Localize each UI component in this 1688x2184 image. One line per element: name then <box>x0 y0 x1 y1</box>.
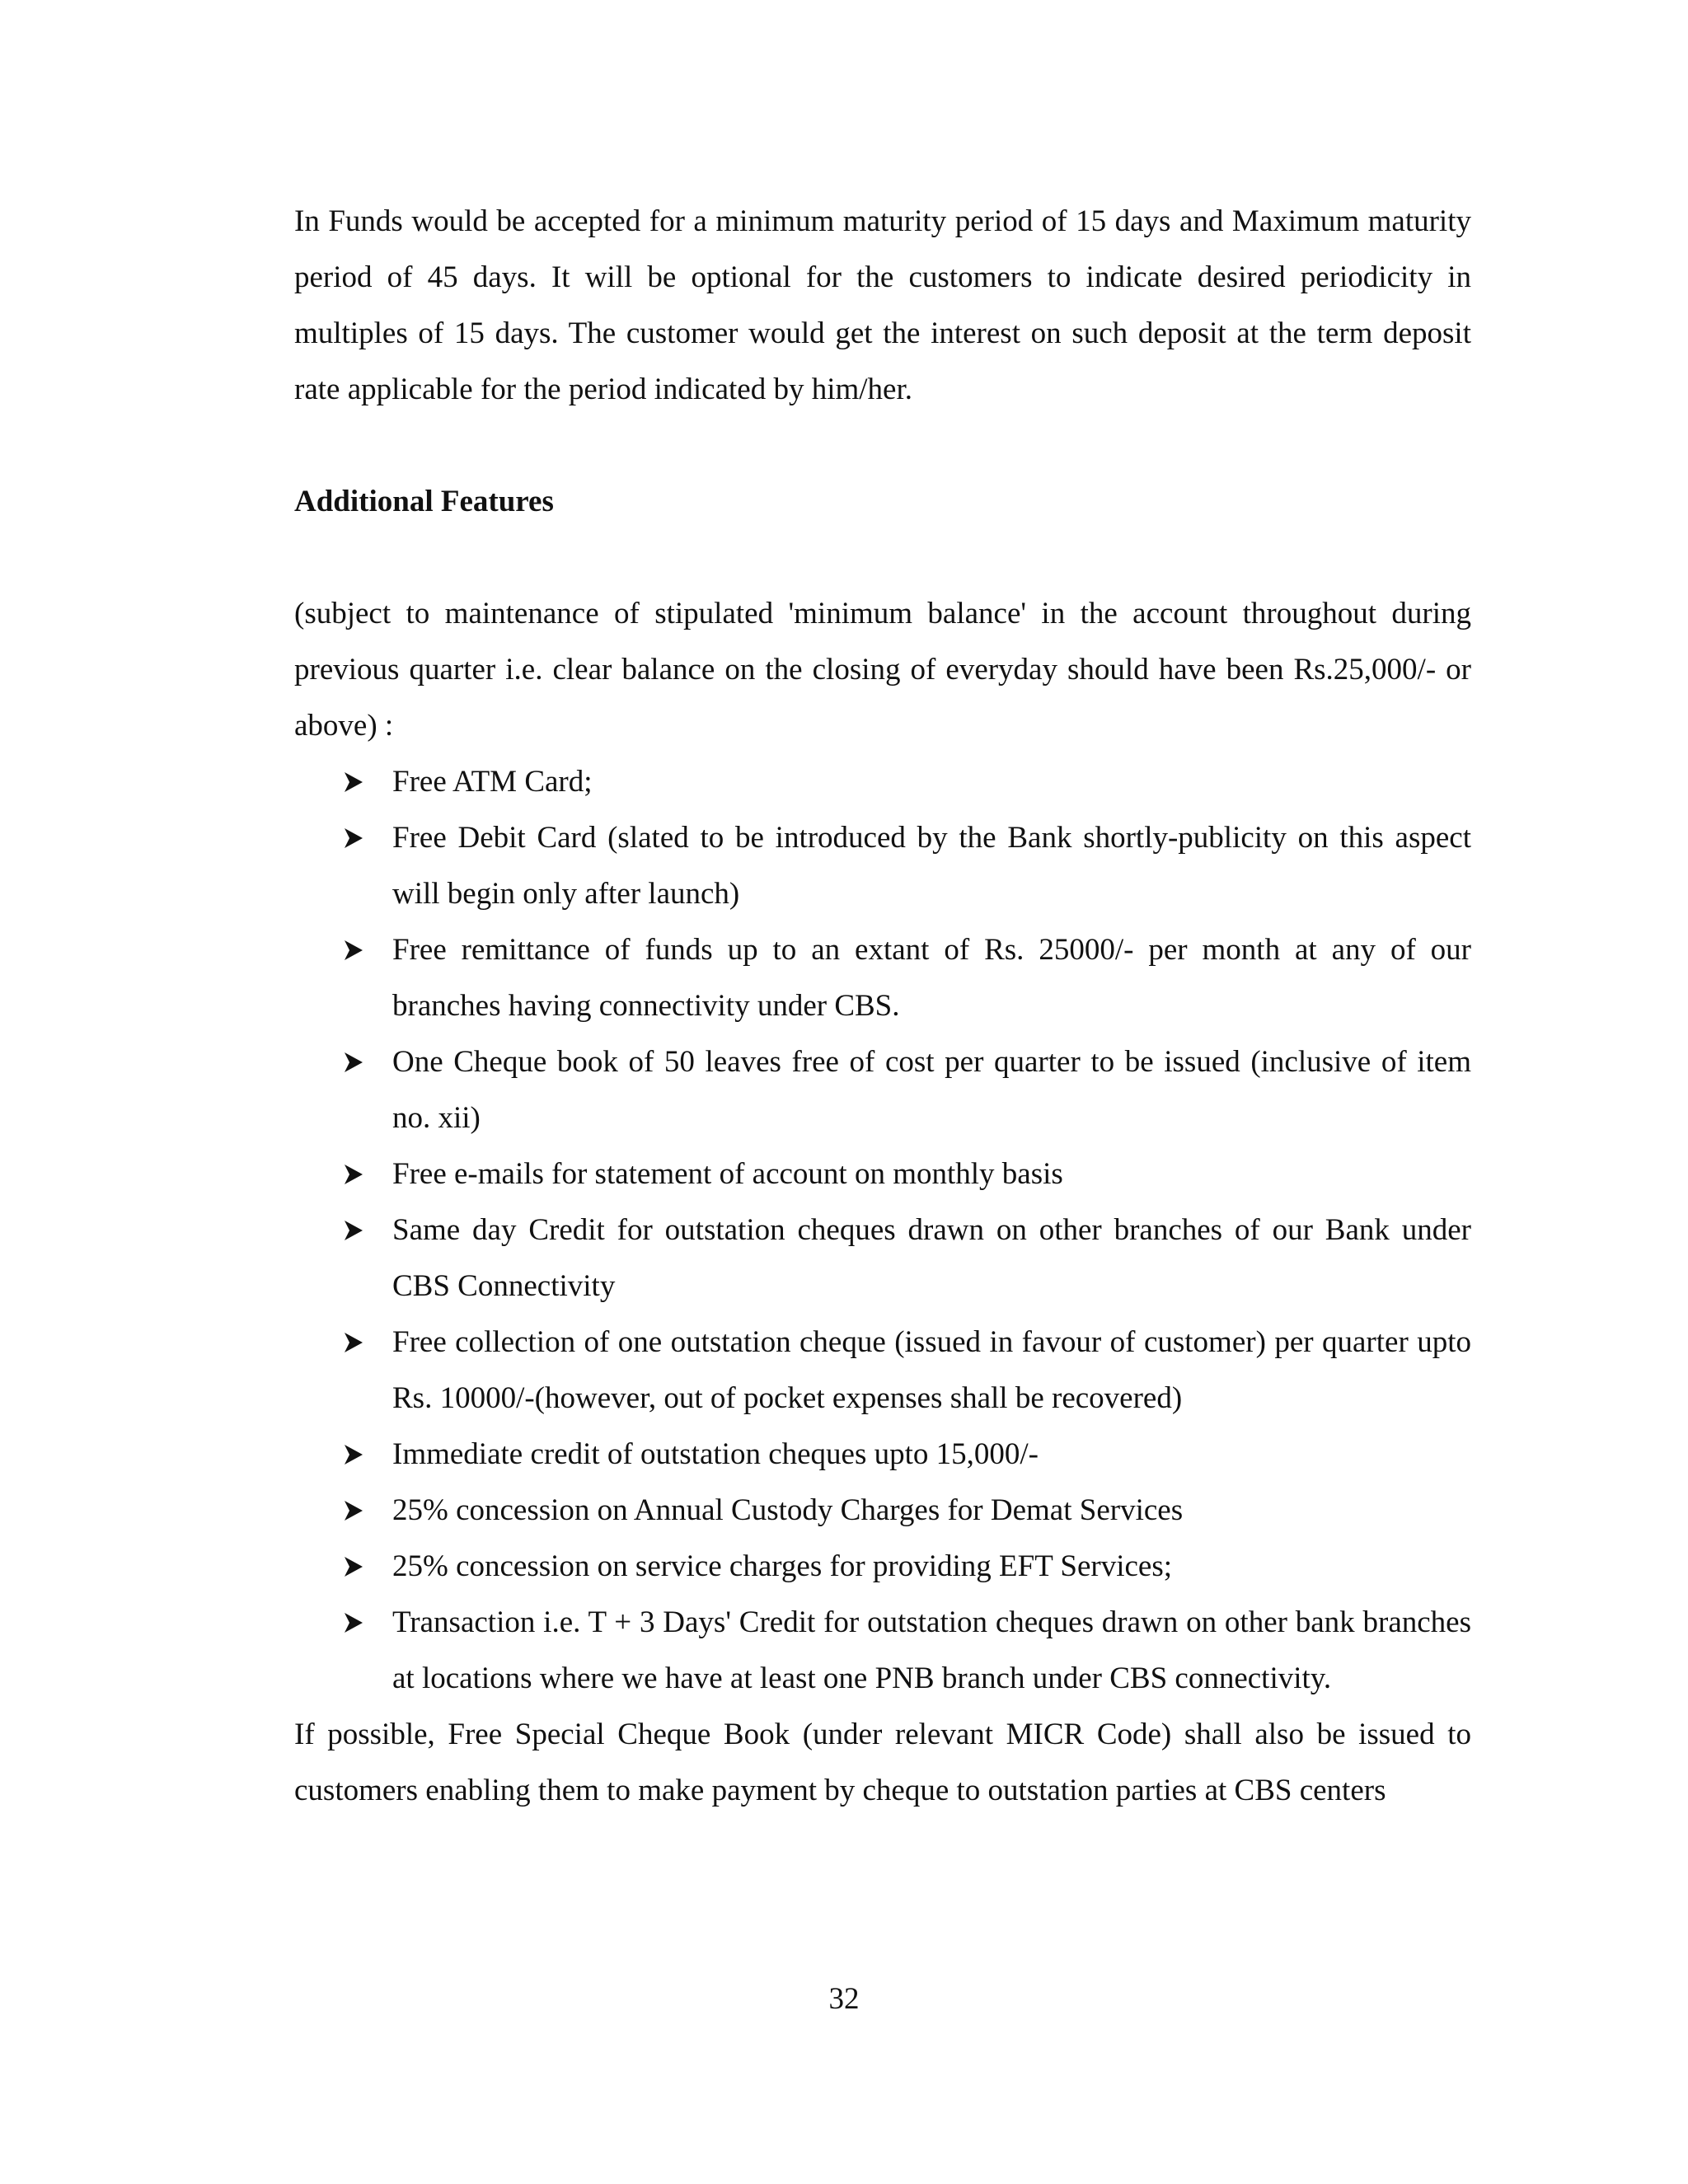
list-item <box>294 810 1471 922</box>
list-item <box>294 1034 1471 1146</box>
arrowhead-bullet-icon <box>344 922 372 978</box>
list-item-text: Free Debit Card (slated to be introduced by the Bank shortly-publicity on this aspect will begin only after launch) <box>392 821 1471 911</box>
arrowhead-bullet-icon <box>344 1315 372 1371</box>
list-item <box>294 1595 1471 1707</box>
arrowhead-bullet-icon <box>344 1539 372 1595</box>
arrowhead-bullet-icon <box>344 1034 372 1090</box>
list-item-text: Free ATM Card; <box>392 765 593 799</box>
arrowhead-bullet-icon <box>344 810 372 866</box>
arrowhead-bullet-icon <box>344 1483 372 1539</box>
list-item-text: Free e-mails for statement of account on monthly basis <box>392 1157 1063 1191</box>
arrowhead-bullet-icon <box>344 1595 372 1651</box>
list-item <box>294 1483 1471 1539</box>
intro-paragraph: In Funds would be accepted for a minimum maturity period of 15 days and Maximum maturity period of 45 days. It will be optional for the customers to indicate desired periodicity in multiples of 15 days. The customer would get the interest on such deposit at the term deposit rate applicable for the period indicated by him/her. <box>294 204 1471 406</box>
arrowhead-bullet-icon <box>344 1146 372 1202</box>
list-item-text: Transaction i.e. T + 3 Days' Credit for outstation cheques drawn on other bank branches at locations where we have at least one PNB branch under CBS connectivity. <box>392 1605 1471 1695</box>
list-item-text: One Cheque book of 50 leaves free of cost per quarter to be issued (inclusive of item no. xii) <box>392 1045 1471 1135</box>
list-item <box>294 754 1471 810</box>
list-item <box>294 1539 1471 1595</box>
arrowhead-bullet-icon <box>344 754 372 810</box>
page-number: 32 <box>828 1982 860 2016</box>
features-list <box>294 754 1471 1707</box>
arrowhead-bullet-icon <box>344 1427 372 1483</box>
list-item-text: Free remittance of funds up to an extant of Rs. 25000/- per month at any of our branches having connectivity under CBS. <box>392 933 1471 1023</box>
list-item-text: Free collection of one outstation cheque (issued in favour of customer) per quarter upto Rs. 10000/-(however, out of pocket expenses shall be recovered) <box>392 1325 1471 1415</box>
page-content <box>294 194 1471 1819</box>
list-item <box>294 922 1471 1034</box>
arrowhead-bullet-icon <box>344 1202 372 1258</box>
closing-paragraph: If possible, Free Special Cheque Book (under relevant MICR Code) shall also be issued to customers enabling them to make payment by cheque to outstation parties at CBS centers <box>294 1718 1471 1807</box>
list-item <box>294 1202 1471 1315</box>
condition-paragraph: (subject to maintenance of stipulated 'minimum balance' in the account throughout during previous quarter i.e. clear balance on the closing of everyday should have been Rs.25,000/- or above) : <box>294 597 1471 743</box>
list-item-text: 25% concession on service charges for providing EFT Services; <box>392 1549 1173 1583</box>
list-item-text: Same day Credit for outstation cheques drawn on other branches of our Bank under CBS Connectivity <box>392 1213 1471 1303</box>
list-item <box>294 1427 1471 1483</box>
list-item <box>294 1146 1471 1202</box>
list-item-text: 25% concession on Annual Custody Charges for Demat Services <box>392 1493 1184 1527</box>
list-item <box>294 1315 1471 1427</box>
list-item-text: Immediate credit of outstation cheques upto 15,000/- <box>392 1437 1039 1471</box>
section-heading: Additional Features <box>294 485 554 518</box>
